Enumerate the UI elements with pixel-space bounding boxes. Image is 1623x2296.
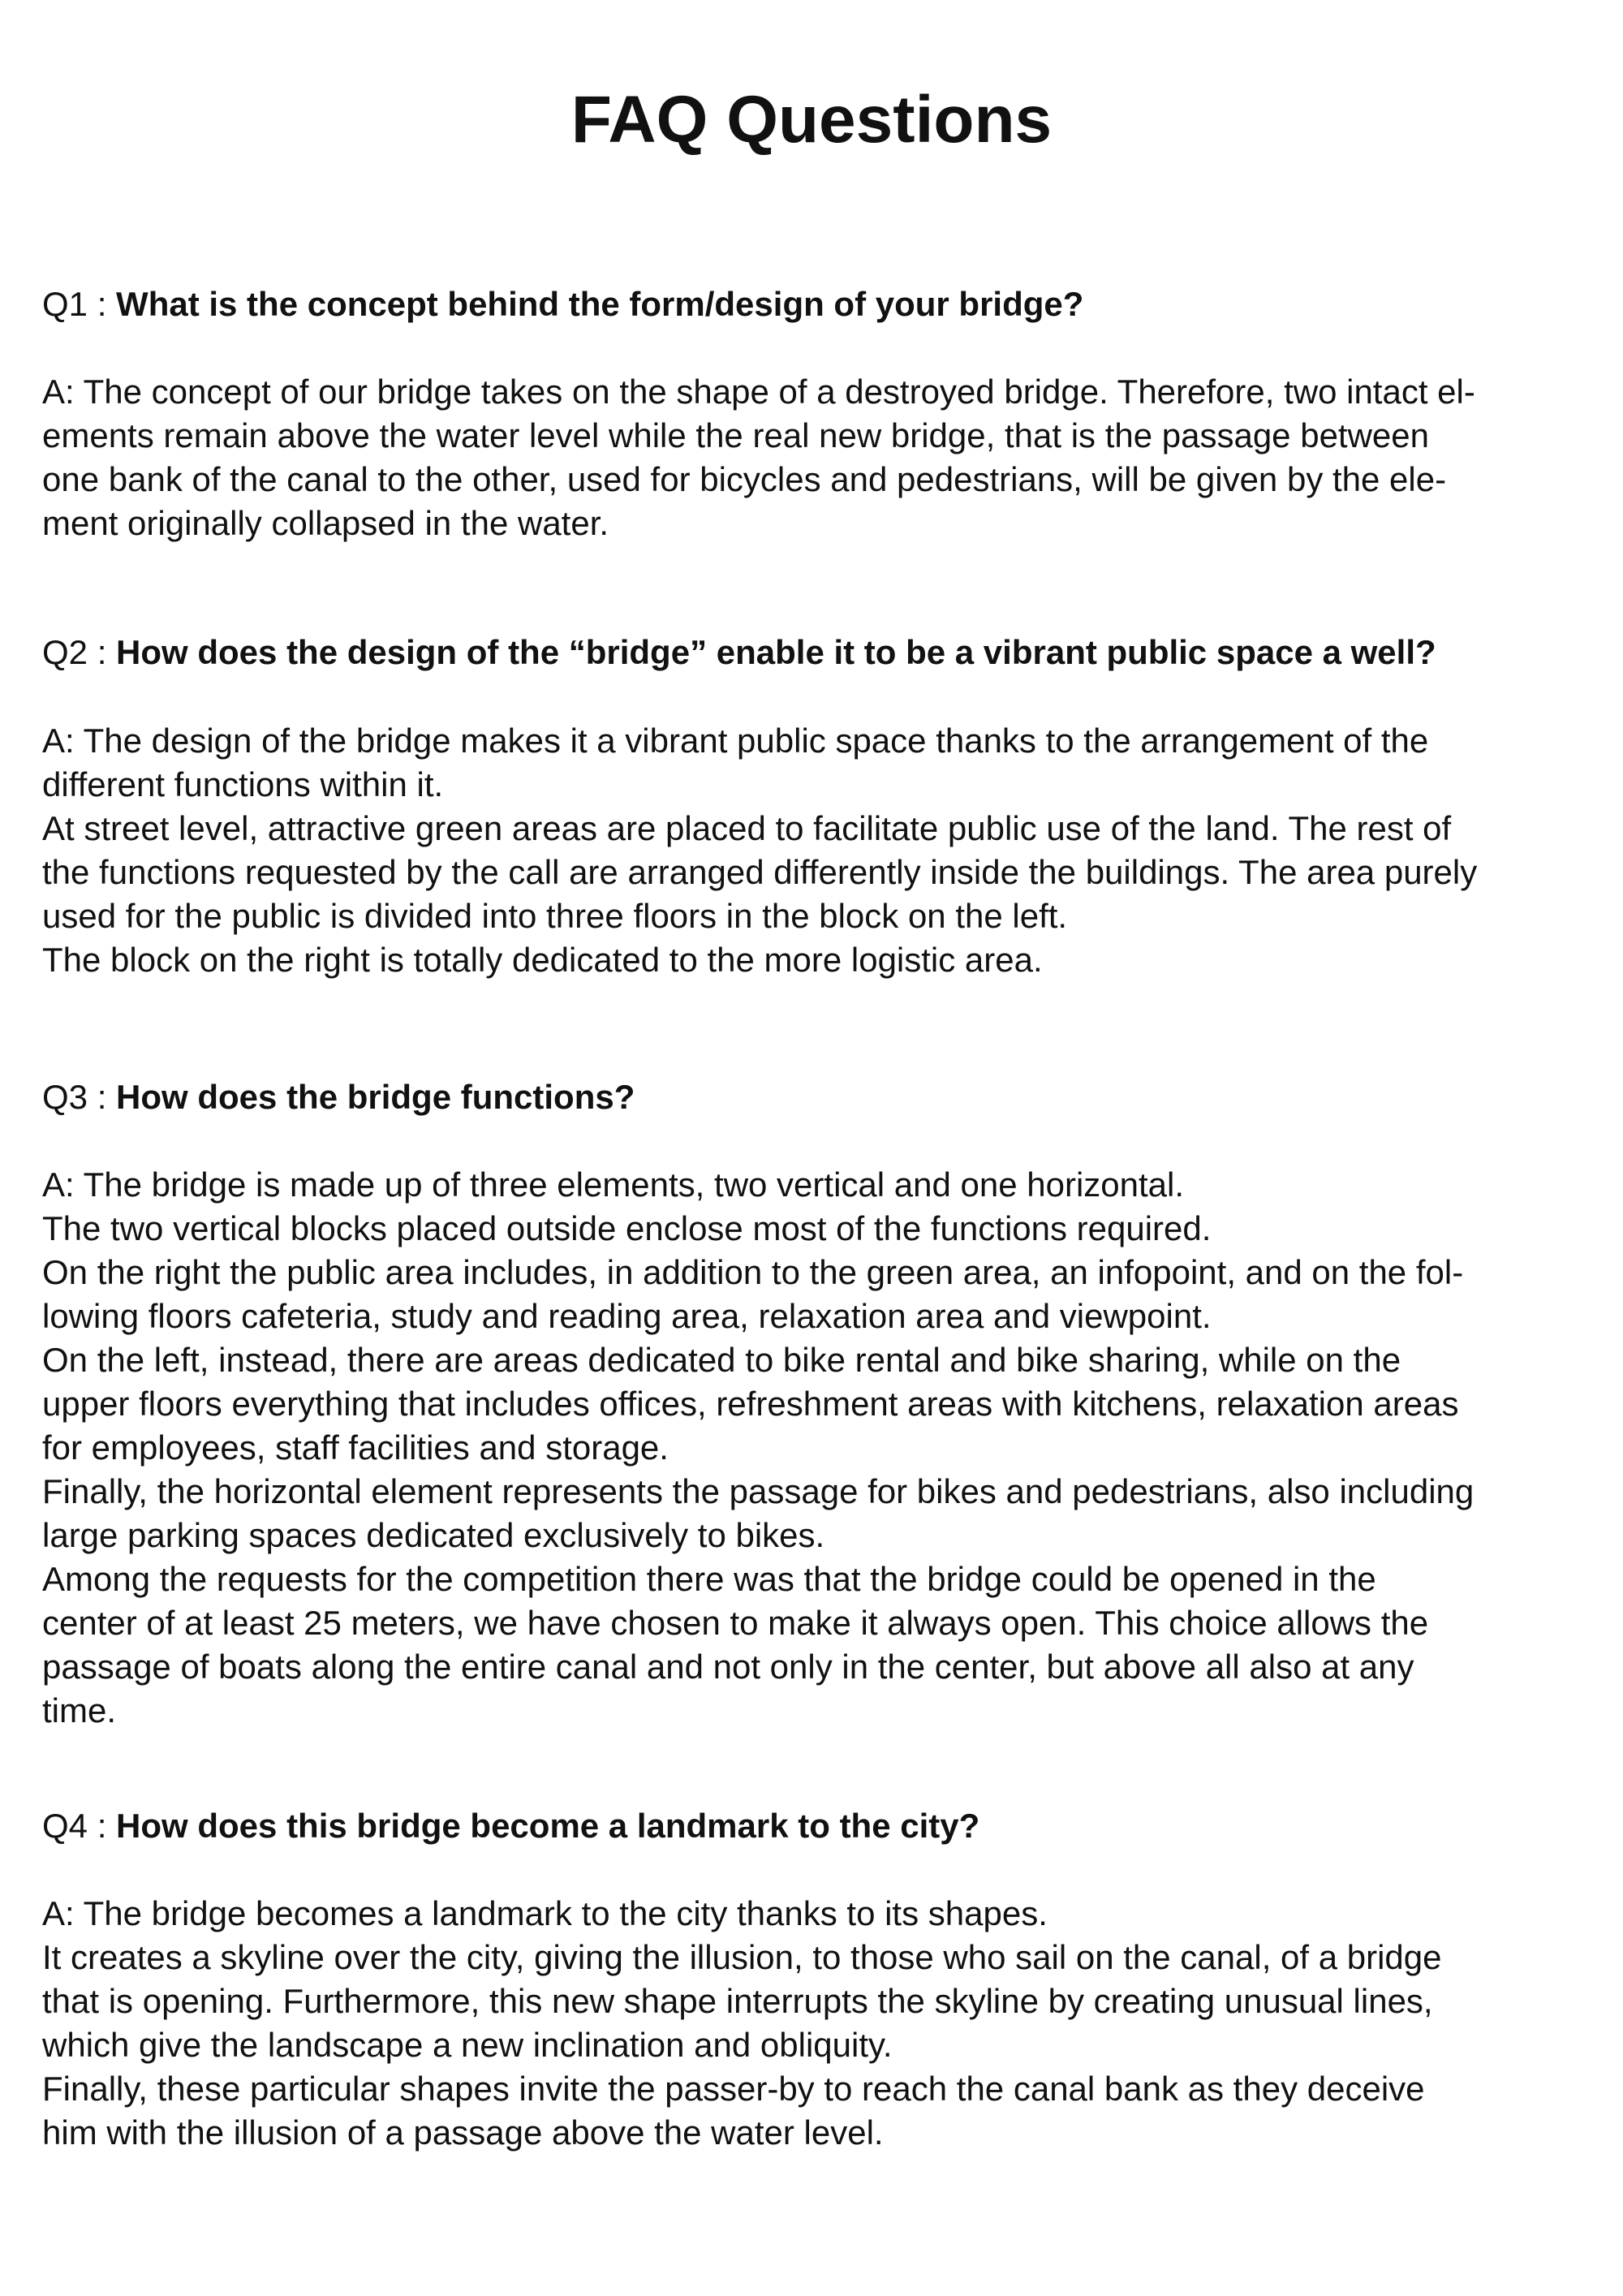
faq-question-1 [42, 282, 1584, 326]
question-text: How does this bridge become a landmark to the city? [116, 1807, 980, 1845]
question-prefix: Q2 : [42, 633, 117, 671]
answer-paragraph: At street level, attractive green areas are placed to facilitate public use of the land. The rest of the functions requested by the call are arranged differently inside the buildings. The area purely used for the public is divided into three floors in the block on the left. [42, 809, 1478, 935]
faq-answer-4 [42, 1892, 1584, 2155]
question-prefix: Q3 : [42, 1078, 117, 1116]
question-text: How does the design of the “bridge” enable it to be a vibrant public space a well? [116, 633, 1436, 671]
question-prefix: Q4 : [42, 1807, 117, 1845]
answer-paragraph: The two vertical blocks placed outside enclose most of the functions required. [42, 1209, 1212, 1247]
answer-paragraph: A: The design of the bridge makes it a vibrant public space thanks to the arrangement of the different functions within it. [42, 722, 1429, 803]
faq-answer-2 [42, 719, 1584, 982]
page-title: FAQ Questions [570, 83, 1053, 157]
faq-answer-3 [42, 1163, 1584, 1733]
answer-paragraph: A: The concept of our bridge takes on the shape of a destroyed bridge. Therefore, two intact el- ements remain above the water level while the real new bridge, that is the passage between one bank of the canal to the other, used for bicycles and pedestrians, will be given by the ele- ment originally collapsed in the water. [42, 373, 1475, 542]
faq-question-3 [42, 1075, 1584, 1119]
faq-question-4 [42, 1804, 1584, 1848]
answer-paragraph: Among the requests for the competition there was that the bridge could be opened in the center of at least 25 meters, we have chosen to make it always open. This choice allows the passage of boats along the entire canal and not only in the center, but above all also at any time. [42, 1560, 1429, 1730]
answer-paragraph: On the left, instead, there are areas dedicated to bike rental and bike sharing, while on the upper floors everything that includes offices, refreshment areas with kitchens, relaxation areas for employees, staff facilities and storage. [42, 1341, 1459, 1467]
question-text: How does the bridge functions? [116, 1078, 635, 1116]
question-prefix: Q1 : [42, 285, 117, 323]
answer-paragraph: On the right the public area includes, in addition to the green area, an infopoint, and on the fol- lowing floors cafeteria, study and reading area, relaxation area and viewpoint. [42, 1253, 1464, 1335]
answer-paragraph: A: The bridge is made up of three elements, two vertical and one horizontal. [42, 1165, 1185, 1204]
question-text: What is the concept behind the form/design of your bridge? [116, 285, 1084, 323]
answer-paragraph: It creates a skyline over the city, giving the illusion, to those who sail on the canal, of a bridge that is opening. Furthermore, this new shape interrupts the skyline by creating unusual lines, which give the landscape a new inclination and obliquity. [42, 1938, 1442, 2064]
answer-paragraph: Finally, these particular shapes invite the passer-by to reach the canal bank as they deceive him with the illusion of a passage above the water level. [42, 2070, 1425, 2152]
answer-paragraph: Finally, the horizontal element represents the passage for bikes and pedestrians, also including large parking spaces dedicated exclusively to bikes. [42, 1472, 1474, 1554]
answer-paragraph: A: The bridge becomes a landmark to the city thanks to its shapes. [42, 1894, 1048, 1932]
answer-paragraph: The block on the right is totally dedicated to the more logistic area. [42, 941, 1043, 979]
faq-answer-1 [42, 370, 1584, 545]
faq-question-2 [42, 631, 1584, 674]
